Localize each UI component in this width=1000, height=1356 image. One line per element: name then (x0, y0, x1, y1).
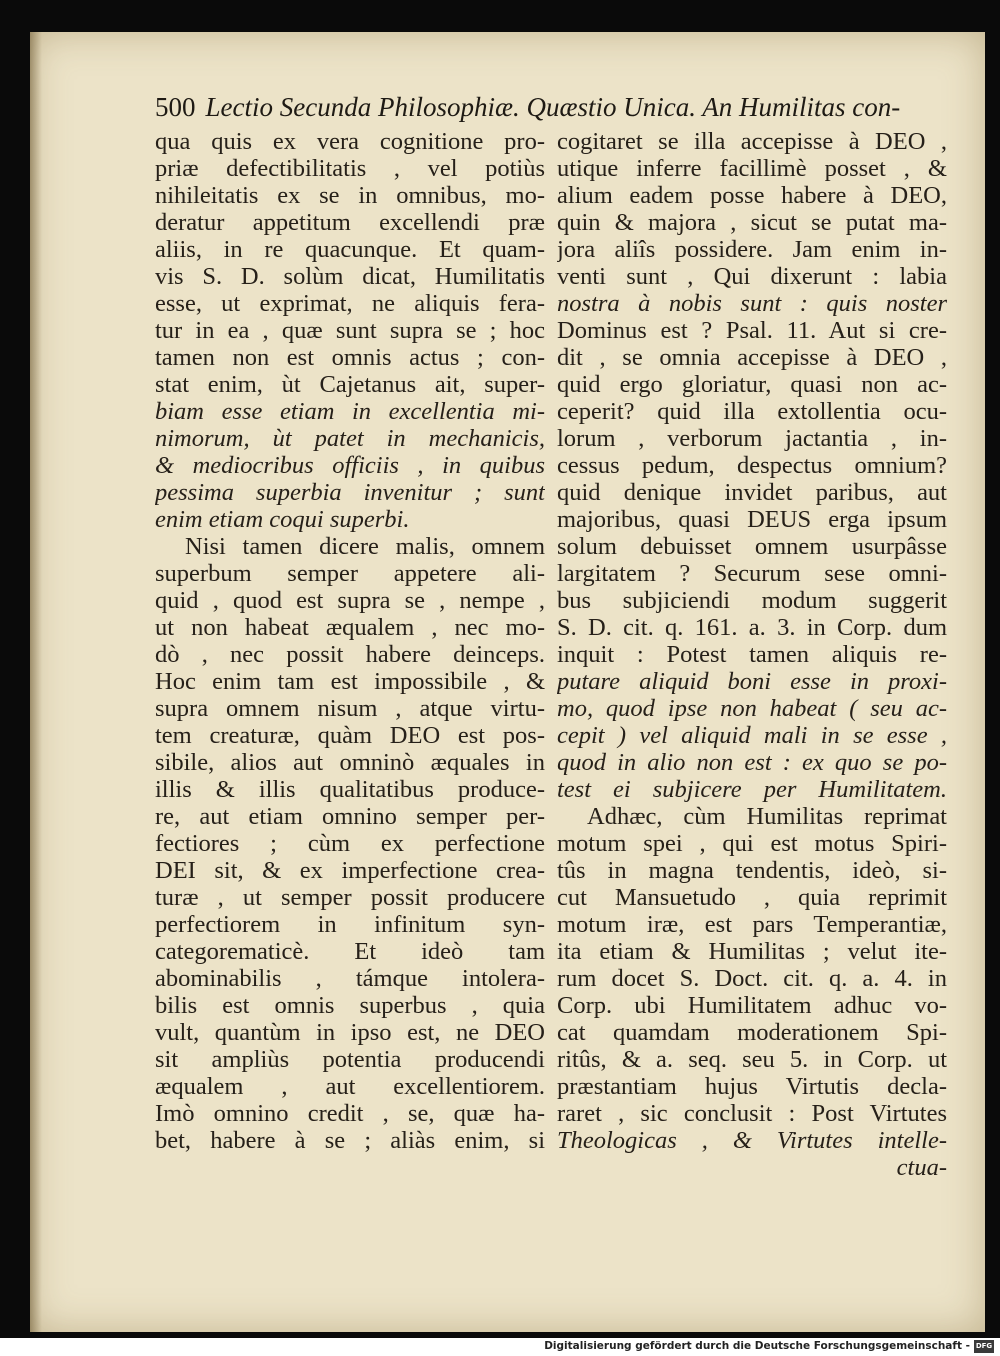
text-line: illis & illis qualitatibus produce- (155, 776, 545, 803)
text-line: Hoc enim tam est impossibile , & (155, 668, 545, 695)
text-line: rum docet S. Doct. cit. q. a. 4. in (557, 965, 947, 992)
text-line: putare aliquid boni esse in proxi- (557, 668, 947, 695)
text-line: præstantiam hujus Virtutis decla- (557, 1073, 947, 1100)
text-line: raret , sic conclusit : Post Virtutes (557, 1100, 947, 1127)
text-line: Imò omnino credit , se, quæ ha- (155, 1100, 545, 1127)
text-line: ut non habeat æqualem , nec mo- (155, 614, 545, 641)
text-line: cut Mansuetudo , quia reprimit (557, 884, 947, 911)
text-line: tur in ea , quæ sunt supra se ; hoc (155, 317, 545, 344)
text-line: motum spei , qui est motus Spiri- (557, 830, 947, 857)
text-line: fectiores ; cùm ex perfectione (155, 830, 545, 857)
text-line: nostra à nobis sunt : quis noster (557, 290, 947, 317)
text-line: lorum , verborum jactantia , in- (557, 425, 947, 452)
text-line: largitatem ? Securum sese omni- (557, 560, 947, 587)
right-text-column (557, 128, 947, 1181)
text-line: priæ defectibilitatis , vel potiùs (155, 155, 545, 182)
text-line: utique inferre facillimè posset , & (557, 155, 947, 182)
text-line: ceperit? quid illa extollentia ocu- (557, 398, 947, 425)
text-line: Dominus est ? Psal. 11. Aut si cre- (557, 317, 947, 344)
footer-credit: Digitalisierung gefördert durch die Deutsche Forschungsgemeinschaft - (544, 1340, 970, 1352)
text-line: perfectiorem in infinitum syn- (155, 911, 545, 938)
text-line: inquit : Potest tamen aliquis re- (557, 641, 947, 668)
text-line: mo, quod ipse non habeat ( seu ac- (557, 695, 947, 722)
text-line: aliis, in re quacunque. Et quam- (155, 236, 545, 263)
text-line: alium eadem posse habere à DEO, (557, 182, 947, 209)
text-line: venti sunt , Qui dixerunt : labia (557, 263, 947, 290)
text-line: æqualem , aut excellentiorem. (155, 1073, 545, 1100)
text-line: dò , nec possit habere deinceps. (155, 641, 545, 668)
text-line: sibile, alios aut omninò æquales in (155, 749, 545, 776)
page-number: 500 (155, 92, 196, 122)
text-line: enim etiam coqui superbi. (155, 506, 410, 533)
running-head (155, 92, 945, 128)
text-line: bus subjiciendi modum suggerit (557, 587, 947, 614)
text-line: pessima superbia invenitur ; sunt (155, 479, 545, 506)
text-line: cat quamdam moderationem Spi- (557, 1019, 947, 1046)
text-line: nimorum, ùt patet in mechanicis, (155, 425, 545, 452)
text-line: quid denique invidet paribus, aut (557, 479, 947, 506)
text-line: tûs in magna tendentis, ideò, si- (557, 857, 947, 884)
text-line: nihileitatis ex se in omnibus, mo- (155, 182, 545, 209)
text-line: abominabilis , támque intolera- (155, 965, 545, 992)
dfg-logo-icon: DFG (974, 1340, 994, 1353)
text-line: quod in alio non est : ex quo se po- (557, 749, 947, 776)
text-line: ritûs, & a. seq. seu 5. in Corp. ut (557, 1046, 947, 1073)
text-line: jora aliîs possidere. Jam enim in- (557, 236, 947, 263)
text-line: cepit ) vel aliquid mali in se esse , (557, 722, 947, 749)
text-line: bilis est omnis superbus , quia (155, 992, 545, 1019)
running-head-title: Lectio Secunda Philosophiæ. Quæstio Unica. An Humilitas con- (205, 92, 901, 122)
text-line: sit ampliùs potentia producendi (155, 1046, 545, 1073)
text-line: Theologicas , & Virtutes intelle- (557, 1127, 947, 1154)
text-line: quin & majora , sicut se putat ma- (557, 209, 947, 236)
text-line: ctua- (896, 1154, 947, 1181)
text-line: deratur appetitum excellendi præ (155, 209, 545, 236)
text-line: quid , quod est supra se , nempe , (155, 587, 545, 614)
text-line: cogitaret se illa accepisse à DEO , (557, 128, 947, 155)
text-line: supra omnem nisum , atque virtu- (155, 695, 545, 722)
text-line: ita etiam & Humilitas ; velut ite- (557, 938, 947, 965)
left-text-column (155, 128, 545, 1154)
text-line: vis S. D. solùm dicat, Humilitatis (155, 263, 545, 290)
text-line: tamen non est omnis actus ; con- (155, 344, 545, 371)
text-line: tem creaturæ, quàm DEO est pos- (155, 722, 545, 749)
text-line: dit , se omnia accepisse à DEO , (557, 344, 947, 371)
text-line: quid ergo gloriatur, quasi non ac- (557, 371, 947, 398)
text-line: re, aut etiam omnino semper per- (155, 803, 545, 830)
text-line: DEI sit, & ex imperfectione crea- (155, 857, 545, 884)
text-line: vult, quantùm in ipso est, ne DEO (155, 1019, 545, 1046)
text-line: bet, habere à se ; aliàs enim, si (155, 1127, 545, 1154)
text-line: categorematicè. Et ideò tam (155, 938, 545, 965)
text-line: solum debuisset omnem usurpâsse (557, 533, 947, 560)
text-line: stat enim, ùt Cajetanus ait, super- (155, 371, 545, 398)
text-line: biam esse etiam in excellentia mi- (155, 398, 545, 425)
text-line: Nisi tamen dicere malis, omnem (185, 533, 545, 560)
text-line: test ei subjicere per Humilitatem. (557, 776, 947, 803)
text-line: Adhæc, cùm Humilitas reprimat (587, 803, 947, 830)
text-line: S. D. cit. q. 161. a. 3. in Corp. dum (557, 614, 947, 641)
text-line: & mediocribus officiis , in quibus (155, 452, 545, 479)
text-line: majoribus, quasi DEUS erga ipsum (557, 506, 947, 533)
text-line: esse, ut exprimat, ne aliquis fera- (155, 290, 545, 317)
text-line: Corp. ubi Humilitatem adhuc vo- (557, 992, 947, 1019)
text-line: superbum semper appetere ali- (155, 560, 545, 587)
text-line: qua quis ex vera cognitione pro- (155, 128, 545, 155)
page-gutter-shadow (30, 32, 42, 1332)
text-line: motum iræ, est pars Temperantiæ, (557, 911, 947, 938)
text-line: cessus pedum, despectus omnium? (557, 452, 947, 479)
text-line: turæ , ut semper possit producere (155, 884, 545, 911)
